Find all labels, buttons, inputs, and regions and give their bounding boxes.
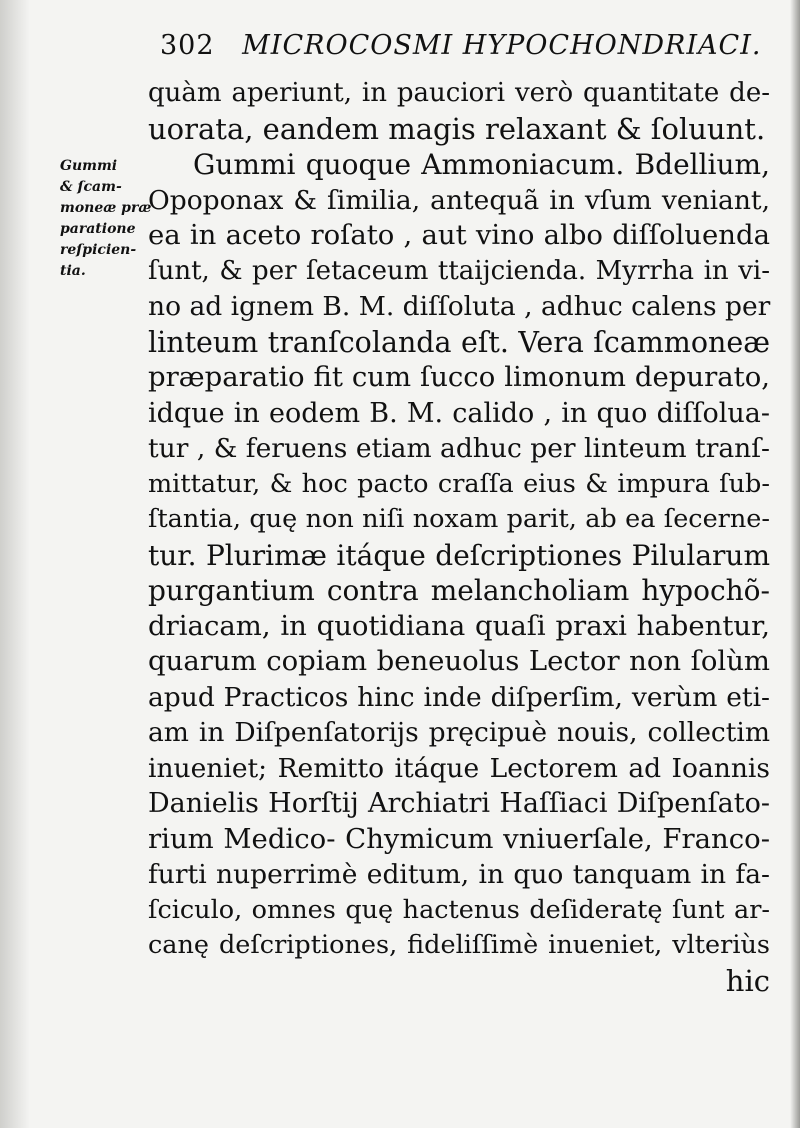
marginal-note (60, 156, 150, 282)
text-line: am in Diſpenſatorijs pręcipuè nouis, collectim (148, 717, 770, 748)
text-line: ſciculo, omnes quę hactenus deſideratę ſunt ar- (148, 894, 770, 925)
marginal-note-line: moneæ præ (60, 200, 152, 216)
text-line: inueniet; Remitto itáque Lectorem ad Ioannis (148, 752, 770, 784)
text-line: purgantium contra melancholiam hypochõ- (148, 574, 770, 607)
text-line: furti nuperrimè editum, in quo tanquam in fa- (148, 859, 770, 890)
page-edge-shadow (790, 0, 800, 1128)
text-line: apud Practicos hinc inde diſperſim, verùm eti- (148, 681, 770, 713)
text-line: tur , & feruens etiam adhuc per linteum tranſ- (148, 433, 770, 464)
text-line: idque in eodem B. M. calido , in quo diſſolua- (148, 397, 770, 429)
text-line: canę deſcriptiones, fideliſſimè inueniet, vlteriùs (148, 930, 770, 960)
page-gutter-shadow (0, 0, 30, 1128)
text-line: ſtantia, quę non niſi noxam parit, ab ea ſecerne- (148, 504, 770, 534)
text-line: ſunt, & per ſetaceum ttaijcienda. Myrrha in vi- (148, 255, 770, 286)
text-line: quàm aperiunt, in pauciori verò quantitate de- (148, 78, 770, 108)
catchword: hic (725, 963, 770, 998)
marginal-note-line: reſpicien- (60, 242, 137, 258)
text-line: tur. Plurimæ itáque deſcriptiones Pilularum (148, 538, 770, 572)
marginal-note-line: tia. (60, 263, 86, 279)
text-line: quarum copiam beneuolus Lector non ſolùm (148, 645, 770, 677)
text-line: præparatio fit cum ſucco limonum depurato, (148, 361, 770, 393)
text-line: Danielis Horſtij Archiatri Haſſiaci Diſpenſato- (148, 788, 770, 819)
text-line: Opoponax & ſimilia, antequã in vſum veniant, (148, 184, 770, 216)
text-line: uorata, eandem magis relaxant & ſoluunt. (148, 111, 766, 146)
text-line: driacam, in quotidiana quaſi praxi habentur, (148, 609, 770, 642)
text-line: linteum tranſcolanda eſt. Vera ſcammoneæ (148, 325, 770, 359)
running-title: MICROCOSMI HYPOCHONDRIACI. (242, 30, 762, 61)
text-line: no ad ignem B. M. diſſoluta , adhuc calens per (148, 291, 771, 322)
body-text (148, 76, 770, 999)
marginal-note-line: & ſcam- (60, 179, 122, 195)
text-line: rium Medico- Chymicum vniuerſale, Franco- (148, 822, 770, 855)
text-line: mittatur, & hoc pacto craſſa eius & impura ſub- (148, 468, 770, 499)
text-line: ea in aceto roſato , aut vino albo diſſoluenda (148, 219, 770, 251)
page-header (160, 30, 761, 61)
marginal-note-line: Gummi (60, 158, 118, 174)
text-line: Gummi quoque Ammoniacum. Bdellium, (193, 148, 770, 181)
marginal-note-line: paratione (60, 221, 136, 237)
page-number: 302 (160, 30, 215, 61)
